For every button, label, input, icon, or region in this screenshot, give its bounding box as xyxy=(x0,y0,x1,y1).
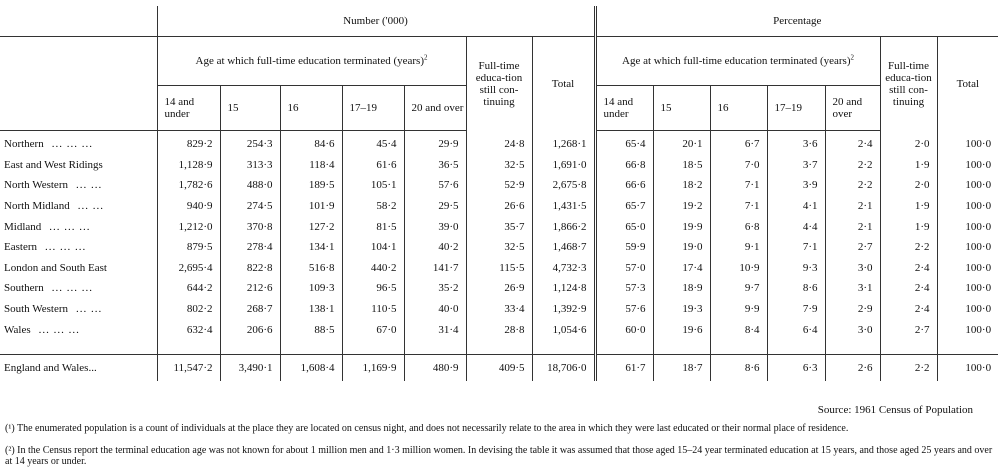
number-cell: 115·5 xyxy=(466,258,532,279)
percentage-cell: 2·6 xyxy=(825,354,880,381)
number-cell: 26·6 xyxy=(466,196,532,217)
percentage-cell: 65·4 xyxy=(595,131,653,155)
number-cell: 29·9 xyxy=(404,131,466,155)
percentage-cell: 8·4 xyxy=(710,319,767,340)
number-cell: 206·6 xyxy=(220,319,280,340)
total-header-number: Total xyxy=(532,37,595,131)
number-cell: 440·2 xyxy=(342,258,404,279)
percentage-cell: 100·0 xyxy=(937,175,998,196)
percentage-cell: 100·0 xyxy=(937,278,998,299)
percentage-cell: 2·2 xyxy=(825,155,880,176)
number-cell: 57·6 xyxy=(404,175,466,196)
total-row xyxy=(0,354,998,381)
table-row xyxy=(0,216,998,237)
age-col-header-percentage: 16 xyxy=(710,86,767,131)
percentage-cell: 19·0 xyxy=(653,237,710,258)
footnote-2: (²) In the Census report the terminal education age was not known for about 1 million men and 1·3 million women. In devising the table it was assumed that those aged 15–24 year terminated education at 15 years, and those aged 25 years and over at 14 years or under. xyxy=(5,445,993,467)
percentage-cell: 7·1 xyxy=(710,196,767,217)
education-table xyxy=(0,6,998,381)
number-cell: 141·7 xyxy=(404,258,466,279)
percentage-cell: 3·7 xyxy=(767,155,825,176)
percentage-cell: 66·6 xyxy=(595,175,653,196)
age-heading-percentage: Age at which full-time education terminated (years)$^2$ xyxy=(595,37,880,86)
table-row xyxy=(0,131,998,155)
number-cell: 254·3 xyxy=(220,131,280,155)
table-row xyxy=(0,155,998,176)
number-cell: 632·4 xyxy=(157,319,220,340)
percentage-cell: 100·0 xyxy=(937,319,998,340)
percentage-cell: 65·7 xyxy=(595,196,653,217)
number-cell: 88·5 xyxy=(280,319,342,340)
footnote-1: (¹) The enumerated population is a count of individuals at the place they are located on census night, and does not necessarily relate to the area in which they were last educated or their normal place of residence. xyxy=(5,423,849,434)
percentage-cell: 2·4 xyxy=(880,258,937,279)
percentage-cell: 19·2 xyxy=(653,196,710,217)
age-col-header-percentage: 20 and over xyxy=(825,86,880,131)
number-cell: 134·1 xyxy=(280,237,342,258)
leader-dots: ... ... xyxy=(75,179,103,192)
percentage-cell: 17·4 xyxy=(653,258,710,279)
percentage-cell: 19·3 xyxy=(653,299,710,320)
number-cell: 52·9 xyxy=(466,175,532,196)
number-cell: 1,608·4 xyxy=(280,354,342,381)
number-cell: 138·1 xyxy=(280,299,342,320)
percentage-cell: 3·0 xyxy=(825,319,880,340)
number-cell: 516·8 xyxy=(280,258,342,279)
percentage-cell: 19·9 xyxy=(653,216,710,237)
percentage-cell: 65·0 xyxy=(595,216,653,237)
percentage-cell: 9·7 xyxy=(710,278,767,299)
leader-dots: ... ... ... xyxy=(51,138,93,151)
number-cell: 1,212·0 xyxy=(157,216,220,237)
number-cell: 1,431·5 xyxy=(532,196,595,217)
number-cell: 1,124·8 xyxy=(532,278,595,299)
number-cell: 67·0 xyxy=(342,319,404,340)
number-cell: 29·5 xyxy=(404,196,466,217)
region-label: Wales ... ... ... xyxy=(4,323,80,336)
number-cell: 28·8 xyxy=(466,319,532,340)
percentage-cell: 2·1 xyxy=(825,216,880,237)
percentage-cell: 10·9 xyxy=(710,258,767,279)
group-percentage-header: Percentage xyxy=(595,6,998,37)
number-cell: 313·3 xyxy=(220,155,280,176)
number-cell: 26·9 xyxy=(466,278,532,299)
number-cell: 278·4 xyxy=(220,237,280,258)
number-cell: 829·2 xyxy=(157,131,220,155)
table-row xyxy=(0,319,998,340)
percentage-cell: 3·6 xyxy=(767,131,825,155)
percentage-cell: 18·7 xyxy=(653,354,710,381)
percentage-cell: 2·2 xyxy=(825,175,880,196)
number-cell: 189·5 xyxy=(280,175,342,196)
percentage-cell: 3·0 xyxy=(825,258,880,279)
number-cell: 31·4 xyxy=(404,319,466,340)
percentage-cell: 9·3 xyxy=(767,258,825,279)
number-cell: 101·9 xyxy=(280,196,342,217)
number-cell: 1,468·7 xyxy=(532,237,595,258)
table-row xyxy=(0,258,998,279)
percentage-cell: 100·0 xyxy=(937,216,998,237)
percentage-cell: 18·9 xyxy=(653,278,710,299)
number-cell: 40·2 xyxy=(404,237,466,258)
percentage-cell: 2·1 xyxy=(825,196,880,217)
percentage-cell: 57·6 xyxy=(595,299,653,320)
number-cell: 45·4 xyxy=(342,131,404,155)
percentage-cell: 100·0 xyxy=(937,237,998,258)
region-label: East and West Ridings xyxy=(4,158,103,171)
percentage-cell: 20·1 xyxy=(653,131,710,155)
number-cell: 11,547·2 xyxy=(157,354,220,381)
region-label: London and South East xyxy=(4,261,107,274)
percentage-cell: 1·9 xyxy=(880,155,937,176)
number-cell: 32·5 xyxy=(466,155,532,176)
number-cell: 3,490·1 xyxy=(220,354,280,381)
percentage-cell: 7·0 xyxy=(710,155,767,176)
table-row xyxy=(0,237,998,258)
percentage-cell: 2·4 xyxy=(880,299,937,320)
age-col-header-number: 14 and under xyxy=(157,86,220,131)
percentage-cell: 6·7 xyxy=(710,131,767,155)
leader-dots: ... ... ... xyxy=(49,220,91,233)
number-cell: 18,706·0 xyxy=(532,354,595,381)
group-number-header: Number ('000) xyxy=(157,6,595,37)
number-cell: 488·0 xyxy=(220,175,280,196)
number-cell: 1,691·0 xyxy=(532,155,595,176)
region-label: South Western ... ... xyxy=(4,303,103,316)
number-cell: 370·8 xyxy=(220,216,280,237)
number-cell: 81·5 xyxy=(342,216,404,237)
percentage-cell: 2·2 xyxy=(880,354,937,381)
percentage-cell: 2·0 xyxy=(880,175,937,196)
age-col-header-number: 20 and over xyxy=(404,86,466,131)
table-row xyxy=(0,196,998,217)
leader-dots: ... ... ... xyxy=(44,241,87,254)
percentage-cell: 1·9 xyxy=(880,196,937,217)
number-cell: 274·5 xyxy=(220,196,280,217)
percentage-cell: 100·0 xyxy=(937,131,998,155)
region-label: North Midland ... ... xyxy=(4,200,104,213)
number-cell: 104·1 xyxy=(342,237,404,258)
number-cell: 268·7 xyxy=(220,299,280,320)
number-cell: 110·5 xyxy=(342,299,404,320)
still-header-percentage: Full-time educa-tion still con-tinuing xyxy=(880,37,937,131)
percentage-cell: 4·4 xyxy=(767,216,825,237)
age-heading-number: Age at which full-time education terminated (years)$^2$ xyxy=(157,37,466,86)
number-cell: 40·0 xyxy=(404,299,466,320)
number-cell: 4,732·3 xyxy=(532,258,595,279)
percentage-cell: 2·9 xyxy=(825,299,880,320)
number-cell: 109·3 xyxy=(280,278,342,299)
number-cell: 35·2 xyxy=(404,278,466,299)
number-cell: 84·6 xyxy=(280,131,342,155)
percentage-cell: 60·0 xyxy=(595,319,653,340)
percentage-cell: 7·1 xyxy=(767,237,825,258)
number-cell: 1,054·6 xyxy=(532,319,595,340)
percentage-cell: 100·0 xyxy=(937,155,998,176)
number-cell: 644·2 xyxy=(157,278,220,299)
number-cell: 35·7 xyxy=(466,216,532,237)
percentage-cell: 9·1 xyxy=(710,237,767,258)
region-label: Northern ... ... ... xyxy=(4,138,93,151)
number-cell: 118·4 xyxy=(280,155,342,176)
percentage-cell: 6·4 xyxy=(767,319,825,340)
number-cell: 1,782·6 xyxy=(157,175,220,196)
number-cell: 2,675·8 xyxy=(532,175,595,196)
number-cell: 61·6 xyxy=(342,155,404,176)
region-label: England and Wales... xyxy=(4,361,97,374)
number-cell: 58·2 xyxy=(342,196,404,217)
age-col-header-percentage: 14 and under xyxy=(595,86,653,131)
percentage-cell: 2·0 xyxy=(880,131,937,155)
number-cell: 822·8 xyxy=(220,258,280,279)
total-header-percentage: Total xyxy=(937,37,998,131)
percentage-cell: 66·8 xyxy=(595,155,653,176)
percentage-cell: 2·7 xyxy=(825,237,880,258)
percentage-cell: 100·0 xyxy=(937,299,998,320)
source-line: Source: 1961 Census of Population xyxy=(817,404,973,416)
number-cell: 879·5 xyxy=(157,237,220,258)
percentage-cell: 18·5 xyxy=(653,155,710,176)
number-cell: 1,866·2 xyxy=(532,216,595,237)
number-cell: 39·0 xyxy=(404,216,466,237)
number-cell: 36·5 xyxy=(404,155,466,176)
percentage-cell: 100·0 xyxy=(937,196,998,217)
percentage-cell: 19·6 xyxy=(653,319,710,340)
percentage-cell: 61·7 xyxy=(595,354,653,381)
number-cell: 409·5 xyxy=(466,354,532,381)
age-col-header-number: 16 xyxy=(280,86,342,131)
percentage-cell: 6·3 xyxy=(767,354,825,381)
number-cell: 127·2 xyxy=(280,216,342,237)
age-col-header-percentage: 15 xyxy=(653,86,710,131)
number-cell: 2,695·4 xyxy=(157,258,220,279)
percentage-cell: 2·4 xyxy=(880,278,937,299)
number-cell: 24·8 xyxy=(466,131,532,155)
percentage-cell: 1·9 xyxy=(880,216,937,237)
number-cell: 480·9 xyxy=(404,354,466,381)
percentage-cell: 6·8 xyxy=(710,216,767,237)
number-cell: 105·1 xyxy=(342,175,404,196)
number-cell: 212·6 xyxy=(220,278,280,299)
table-row xyxy=(0,299,998,320)
percentage-cell: 57·3 xyxy=(595,278,653,299)
percentage-cell: 2·7 xyxy=(880,319,937,340)
percentage-cell: 3·9 xyxy=(767,175,825,196)
percentage-cell: 18·2 xyxy=(653,175,710,196)
number-cell: 1,268·1 xyxy=(532,131,595,155)
number-cell: 802·2 xyxy=(157,299,220,320)
leader-dots: ... ... xyxy=(77,200,104,213)
percentage-cell: 2·2 xyxy=(880,237,937,258)
percentage-cell: 59·9 xyxy=(595,237,653,258)
percentage-cell: 8·6 xyxy=(767,278,825,299)
leader-dots: ... ... ... xyxy=(38,323,80,336)
table-row xyxy=(0,175,998,196)
percentage-cell: 8·6 xyxy=(710,354,767,381)
number-cell: 940·9 xyxy=(157,196,220,217)
region-label: North Western ... ... xyxy=(4,179,103,192)
percentage-cell: 100·0 xyxy=(937,258,998,279)
percentage-cell: 7·9 xyxy=(767,299,825,320)
percentage-cell: 9·9 xyxy=(710,299,767,320)
region-label: Southern ... ... ... xyxy=(4,282,93,295)
number-cell: 33·4 xyxy=(466,299,532,320)
region-label: Midland ... ... ... xyxy=(4,220,91,233)
percentage-cell: 57·0 xyxy=(595,258,653,279)
stub-header xyxy=(0,6,157,37)
age-col-header-number: 15 xyxy=(220,86,280,131)
region-label: Eastern ... ... ... xyxy=(4,241,87,254)
table-row xyxy=(0,278,998,299)
number-cell: 32·5 xyxy=(466,237,532,258)
leader-dots: ... ... ... xyxy=(51,282,93,295)
age-col-header-percentage: 17–19 xyxy=(767,86,825,131)
percentage-cell: 7·1 xyxy=(710,175,767,196)
age-col-header-number: 17–19 xyxy=(342,86,404,131)
number-cell: 96·5 xyxy=(342,278,404,299)
number-cell: 1,128·9 xyxy=(157,155,220,176)
percentage-cell: 3·1 xyxy=(825,278,880,299)
still-header-number: Full-time educa-tion still con-tinuing xyxy=(466,37,532,131)
percentage-cell: 4·1 xyxy=(767,196,825,217)
percentage-cell: 100·0 xyxy=(937,354,998,381)
number-cell: 1,392·9 xyxy=(532,299,595,320)
percentage-cell: 2·4 xyxy=(825,131,880,155)
number-cell: 1,169·9 xyxy=(342,354,404,381)
leader-dots: ... ... xyxy=(76,303,103,316)
